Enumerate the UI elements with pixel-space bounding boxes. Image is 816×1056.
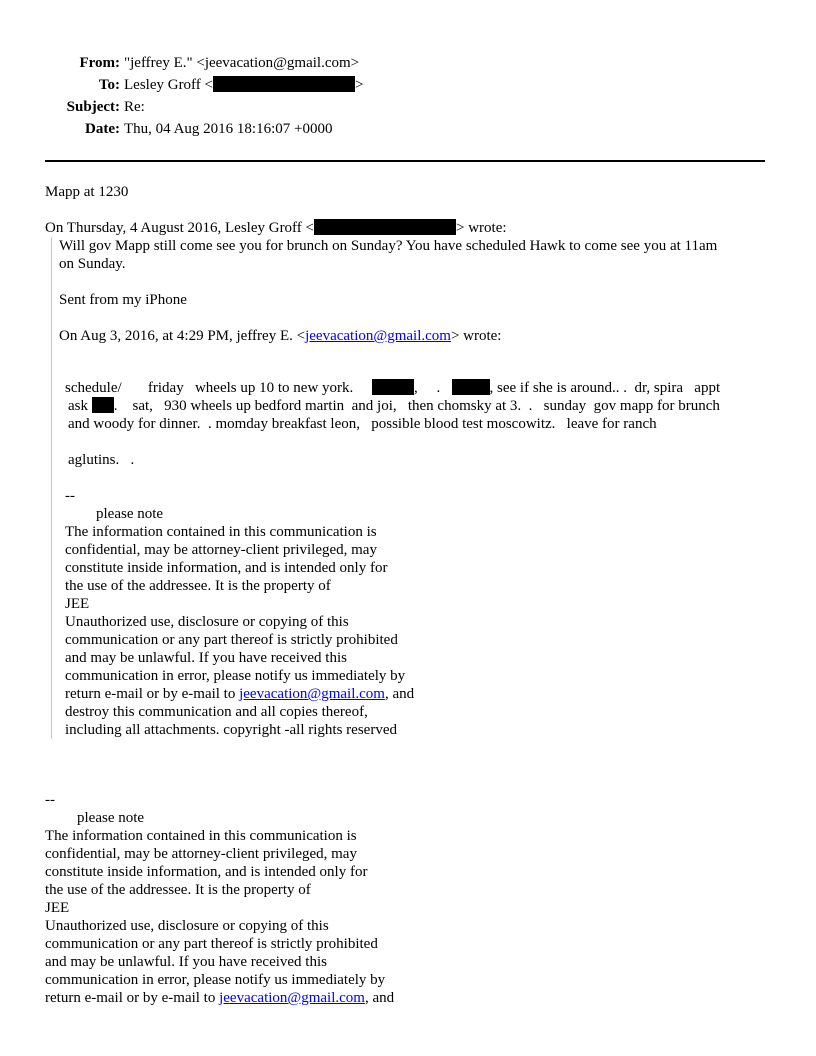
sig-line: the use of the addressee. It is the property of — [65, 578, 331, 594]
sig-line: communication in error, please notify us immediately by — [65, 668, 406, 684]
from-value: "jeffrey E." <jeevacation@gmail.com> — [124, 55, 360, 71]
to-suffix: > — [355, 77, 364, 93]
sig-line: communication in error, please notify us immediately by — [45, 972, 386, 988]
sig-line: communication or any part thereof is strictly prohibited — [65, 632, 398, 648]
sig-return-suffix: , and — [364, 990, 395, 1006]
schedule-line: aglutins. . — [68, 452, 135, 468]
sig-return-prefix: return e-mail or by e-mail to — [45, 990, 220, 1006]
email-link[interactable]: jeevacation@gmail.com — [219, 990, 365, 1006]
redaction-block — [213, 76, 355, 92]
from-label: From: — [79, 55, 120, 71]
sig-return-line — [65, 685, 414, 703]
sig-dash: -- — [45, 792, 55, 808]
header-divider — [45, 160, 765, 162]
redaction-block — [92, 397, 114, 413]
sig-line: including all attachments. copyright -all rights reserved — [65, 722, 397, 738]
nested-prefix: On Aug 3, 2016, at 4:29 PM, jeffrey E. < — [59, 328, 306, 344]
sig-line: the use of the addressee. It is the property of — [45, 882, 311, 898]
quote-bar — [51, 237, 52, 739]
sig-dash: -- — [65, 488, 75, 504]
sig-line: and may be unlawful. If you have received this — [45, 954, 327, 970]
schedule-line: and woody for dinner. . momday breakfast leon, possible blood test moscowitz. leave for ranch — [68, 416, 657, 432]
date-label: Date: — [85, 121, 120, 137]
sig-line: JEE — [65, 596, 90, 612]
sig-line: Unauthorized use, disclosure or copying of this — [65, 614, 349, 630]
sig-line: Unauthorized use, disclosure or copying of this — [45, 918, 329, 934]
to-prefix: Lesley Groff < — [124, 77, 213, 93]
sig-line: communication or any part thereof is strictly prohibited — [45, 936, 378, 952]
sig-please-note: please note — [77, 810, 145, 826]
schedule-line — [65, 379, 720, 397]
schedule-text: , . — [414, 380, 441, 396]
sig-line: confidential, may be attorney-client privileged, may — [45, 846, 357, 862]
sig-line: The information contained in this communication is — [45, 828, 357, 844]
sig-line: confidential, may be attorney-client privileged, may — [65, 542, 377, 558]
to-label: To: — [98, 77, 120, 93]
email-link[interactable]: jeevacation@gmail.com — [305, 328, 451, 344]
sig-line: and may be unlawful. If you have received this — [65, 650, 347, 666]
redaction-block — [314, 219, 456, 235]
subject-label: Subject: — [66, 99, 120, 115]
sig-line: constitute inside information, and is intended only for — [45, 864, 368, 880]
sig-line: constitute inside information, and is intended only for — [65, 560, 388, 576]
schedule-line — [68, 397, 720, 415]
schedule-text: schedule/ friday wheels up 10 to new york. — [65, 380, 354, 396]
schedule-text: , see if she is around.. . dr, spira appt — [489, 380, 721, 396]
on-line — [45, 219, 507, 237]
redaction-block — [372, 379, 414, 395]
sig-line: destroy this communication and all copies thereof, — [65, 704, 368, 720]
date-value: Thu, 04 Aug 2016 18:16:07 +0000 — [124, 121, 333, 137]
sig-please-note: please note — [96, 506, 164, 522]
sig-line: The information contained in this communication is — [65, 524, 377, 540]
schedule-text: . sat, 930 wheels up bedford martin and joi, then chomsky at 3. . sunday gov mapp for brunch — [113, 398, 720, 414]
sig-return-suffix: , and — [384, 686, 415, 702]
quoted-line: on Sunday. — [59, 256, 126, 272]
sent-from: Sent from my iPhone — [59, 292, 187, 308]
sig-line: JEE — [45, 900, 70, 916]
email-link[interactable]: jeevacation@gmail.com — [239, 686, 385, 702]
reply-text: Mapp at 1230 — [45, 184, 129, 200]
nested-on-line — [59, 327, 501, 345]
nested-suffix: > wrote: — [450, 328, 502, 344]
to-value — [124, 75, 363, 95]
on-line-prefix: On Thursday, 4 August 2016, Lesley Groff < — [45, 220, 314, 236]
on-line-suffix: > wrote: — [456, 220, 507, 236]
schedule-text: ask — [68, 398, 88, 414]
quoted-line: Will gov Mapp still come see you for brunch on Sunday? You have scheduled Hawk to come see you at 11am — [59, 238, 718, 254]
sig-return-prefix: return e-mail or by e-mail to — [65, 686, 240, 702]
subject-value: Re: — [124, 99, 145, 115]
redaction-block — [452, 379, 490, 395]
sig-return-line — [45, 989, 394, 1007]
